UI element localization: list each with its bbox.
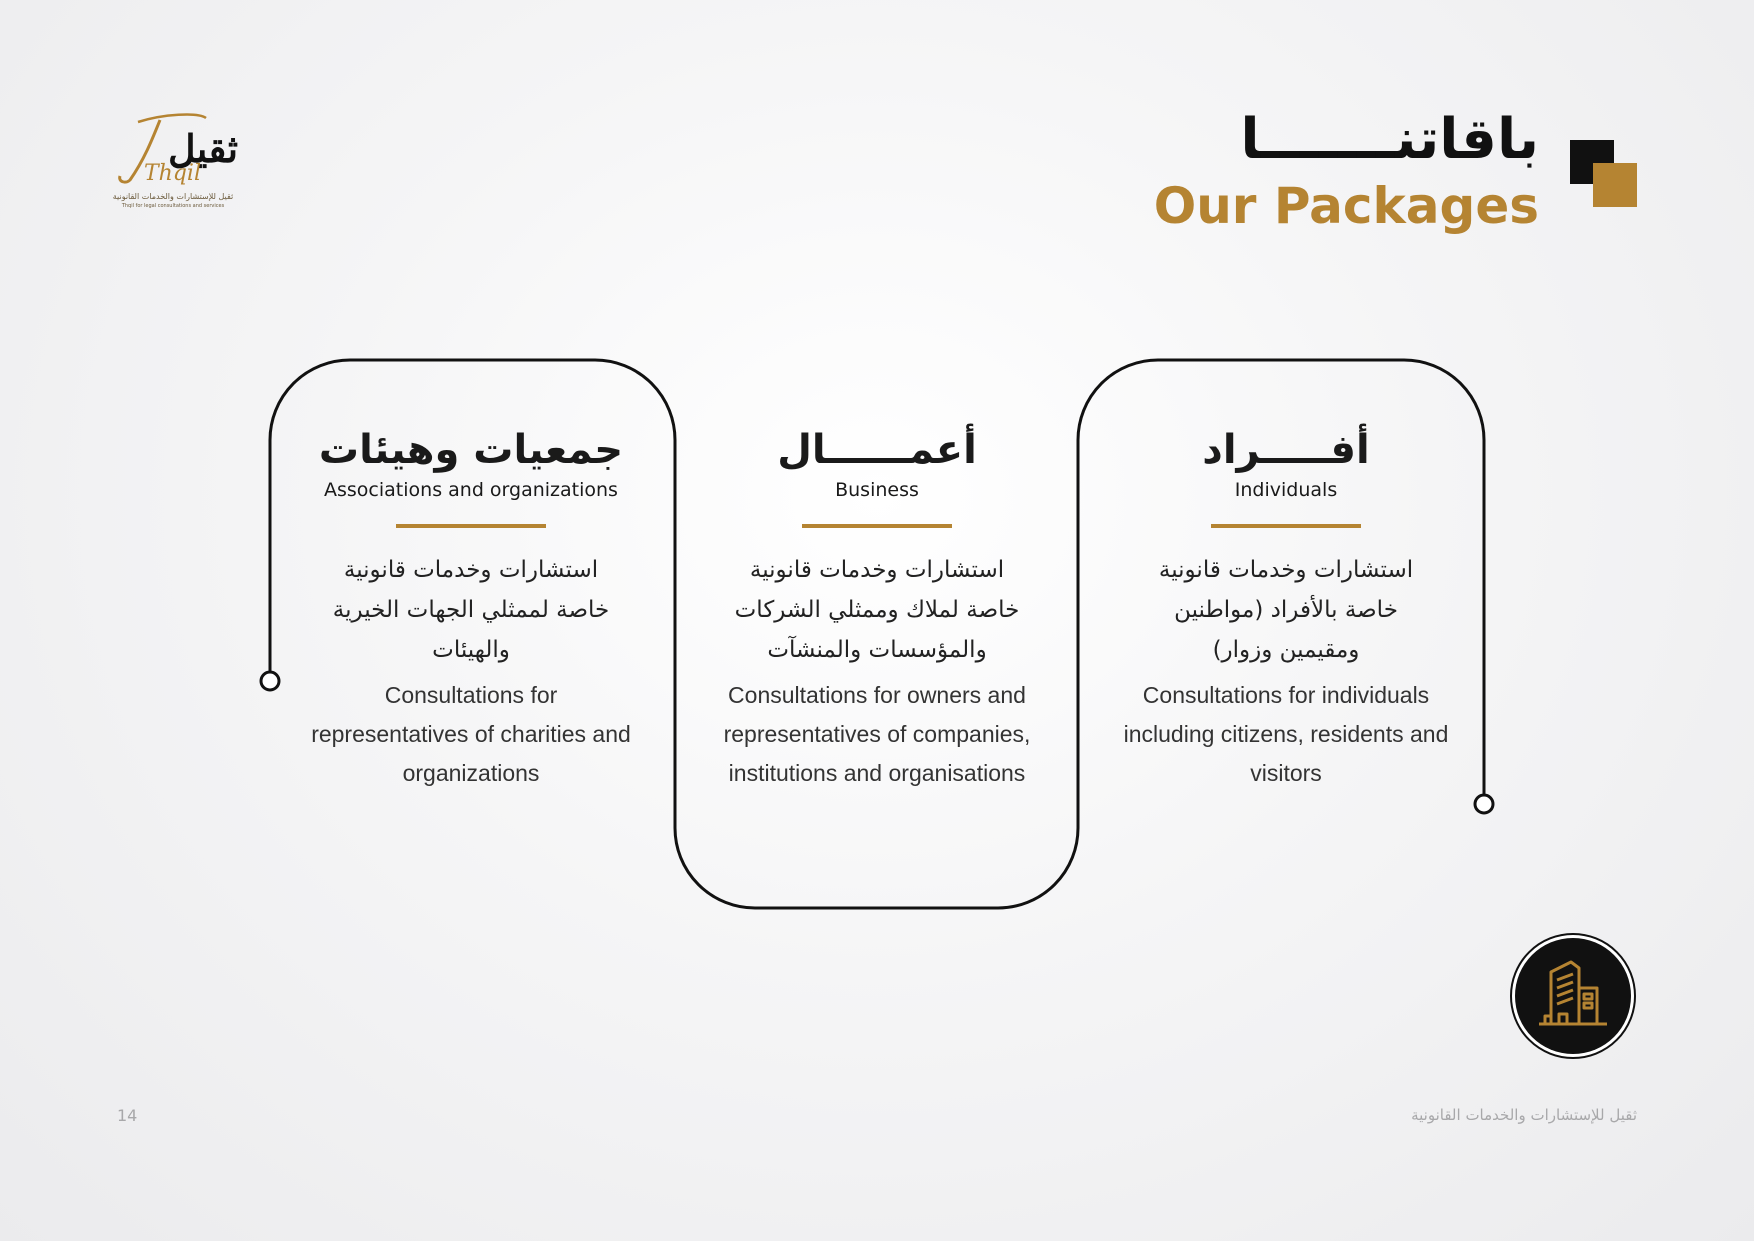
page-title-ar: باقاتنـــــــا — [1240, 107, 1539, 172]
package-title-ar: جمعيات وهيئات — [318, 427, 624, 473]
package-desc-en: Consultations for owners and representatives of companies, institutions and organisations — [723, 682, 1031, 786]
package-desc-ar: استشارات وخدمات قانونية خاصة بالأفراد (مواطنين ومقيمين وزوار) — [1158, 557, 1414, 663]
gold-divider — [802, 524, 952, 528]
package-desc-ar: استشارات وخدمات قانونية خاصة لملاك وممثلي الشركات والمؤسسات والمنشآت — [734, 557, 1020, 663]
logo-tagline-ar: ثقيل للإستشارات والخدمات القانونية — [112, 192, 234, 201]
building-icon — [1509, 932, 1637, 1060]
logo-wordmark-ar: ثقيل — [168, 126, 238, 171]
package-business — [697, 424, 1057, 793]
package-title-en: Business — [835, 479, 919, 501]
package-associations — [291, 424, 651, 793]
package-individuals — [1106, 424, 1466, 793]
package-title-en: Associations and organizations — [324, 479, 618, 501]
page-title-en: Our Packages — [1153, 177, 1539, 235]
package-title-en: Individuals — [1234, 479, 1338, 501]
package-desc-en: Consultations for representatives of charities and organizations — [311, 682, 631, 786]
package-desc-ar: استشارات وخدمات قانونية خاصة لممثلي الجهات الخيرية والهيئات — [332, 557, 610, 663]
logo-wordmark-en: Thqil — [144, 161, 201, 186]
gold-divider — [1211, 524, 1361, 528]
frame-left-dot — [261, 672, 279, 690]
frame-right-dot — [1475, 795, 1493, 813]
package-title-ar: أعمــــــال — [777, 427, 977, 473]
package-desc-en: Consultations for individuals including citizens, residents and visitors — [1123, 682, 1449, 786]
decor-square-gold — [1593, 163, 1637, 207]
gold-divider — [396, 524, 546, 528]
package-title-ar: أفـــــراد — [1202, 427, 1370, 473]
page-number: 14 — [117, 1106, 138, 1125]
logo-tagline-en: Thqil for legal consultations and services — [121, 203, 225, 209]
footer-company-name: ثقيل للإستشارات والخدمات القانونية — [1411, 1106, 1637, 1124]
